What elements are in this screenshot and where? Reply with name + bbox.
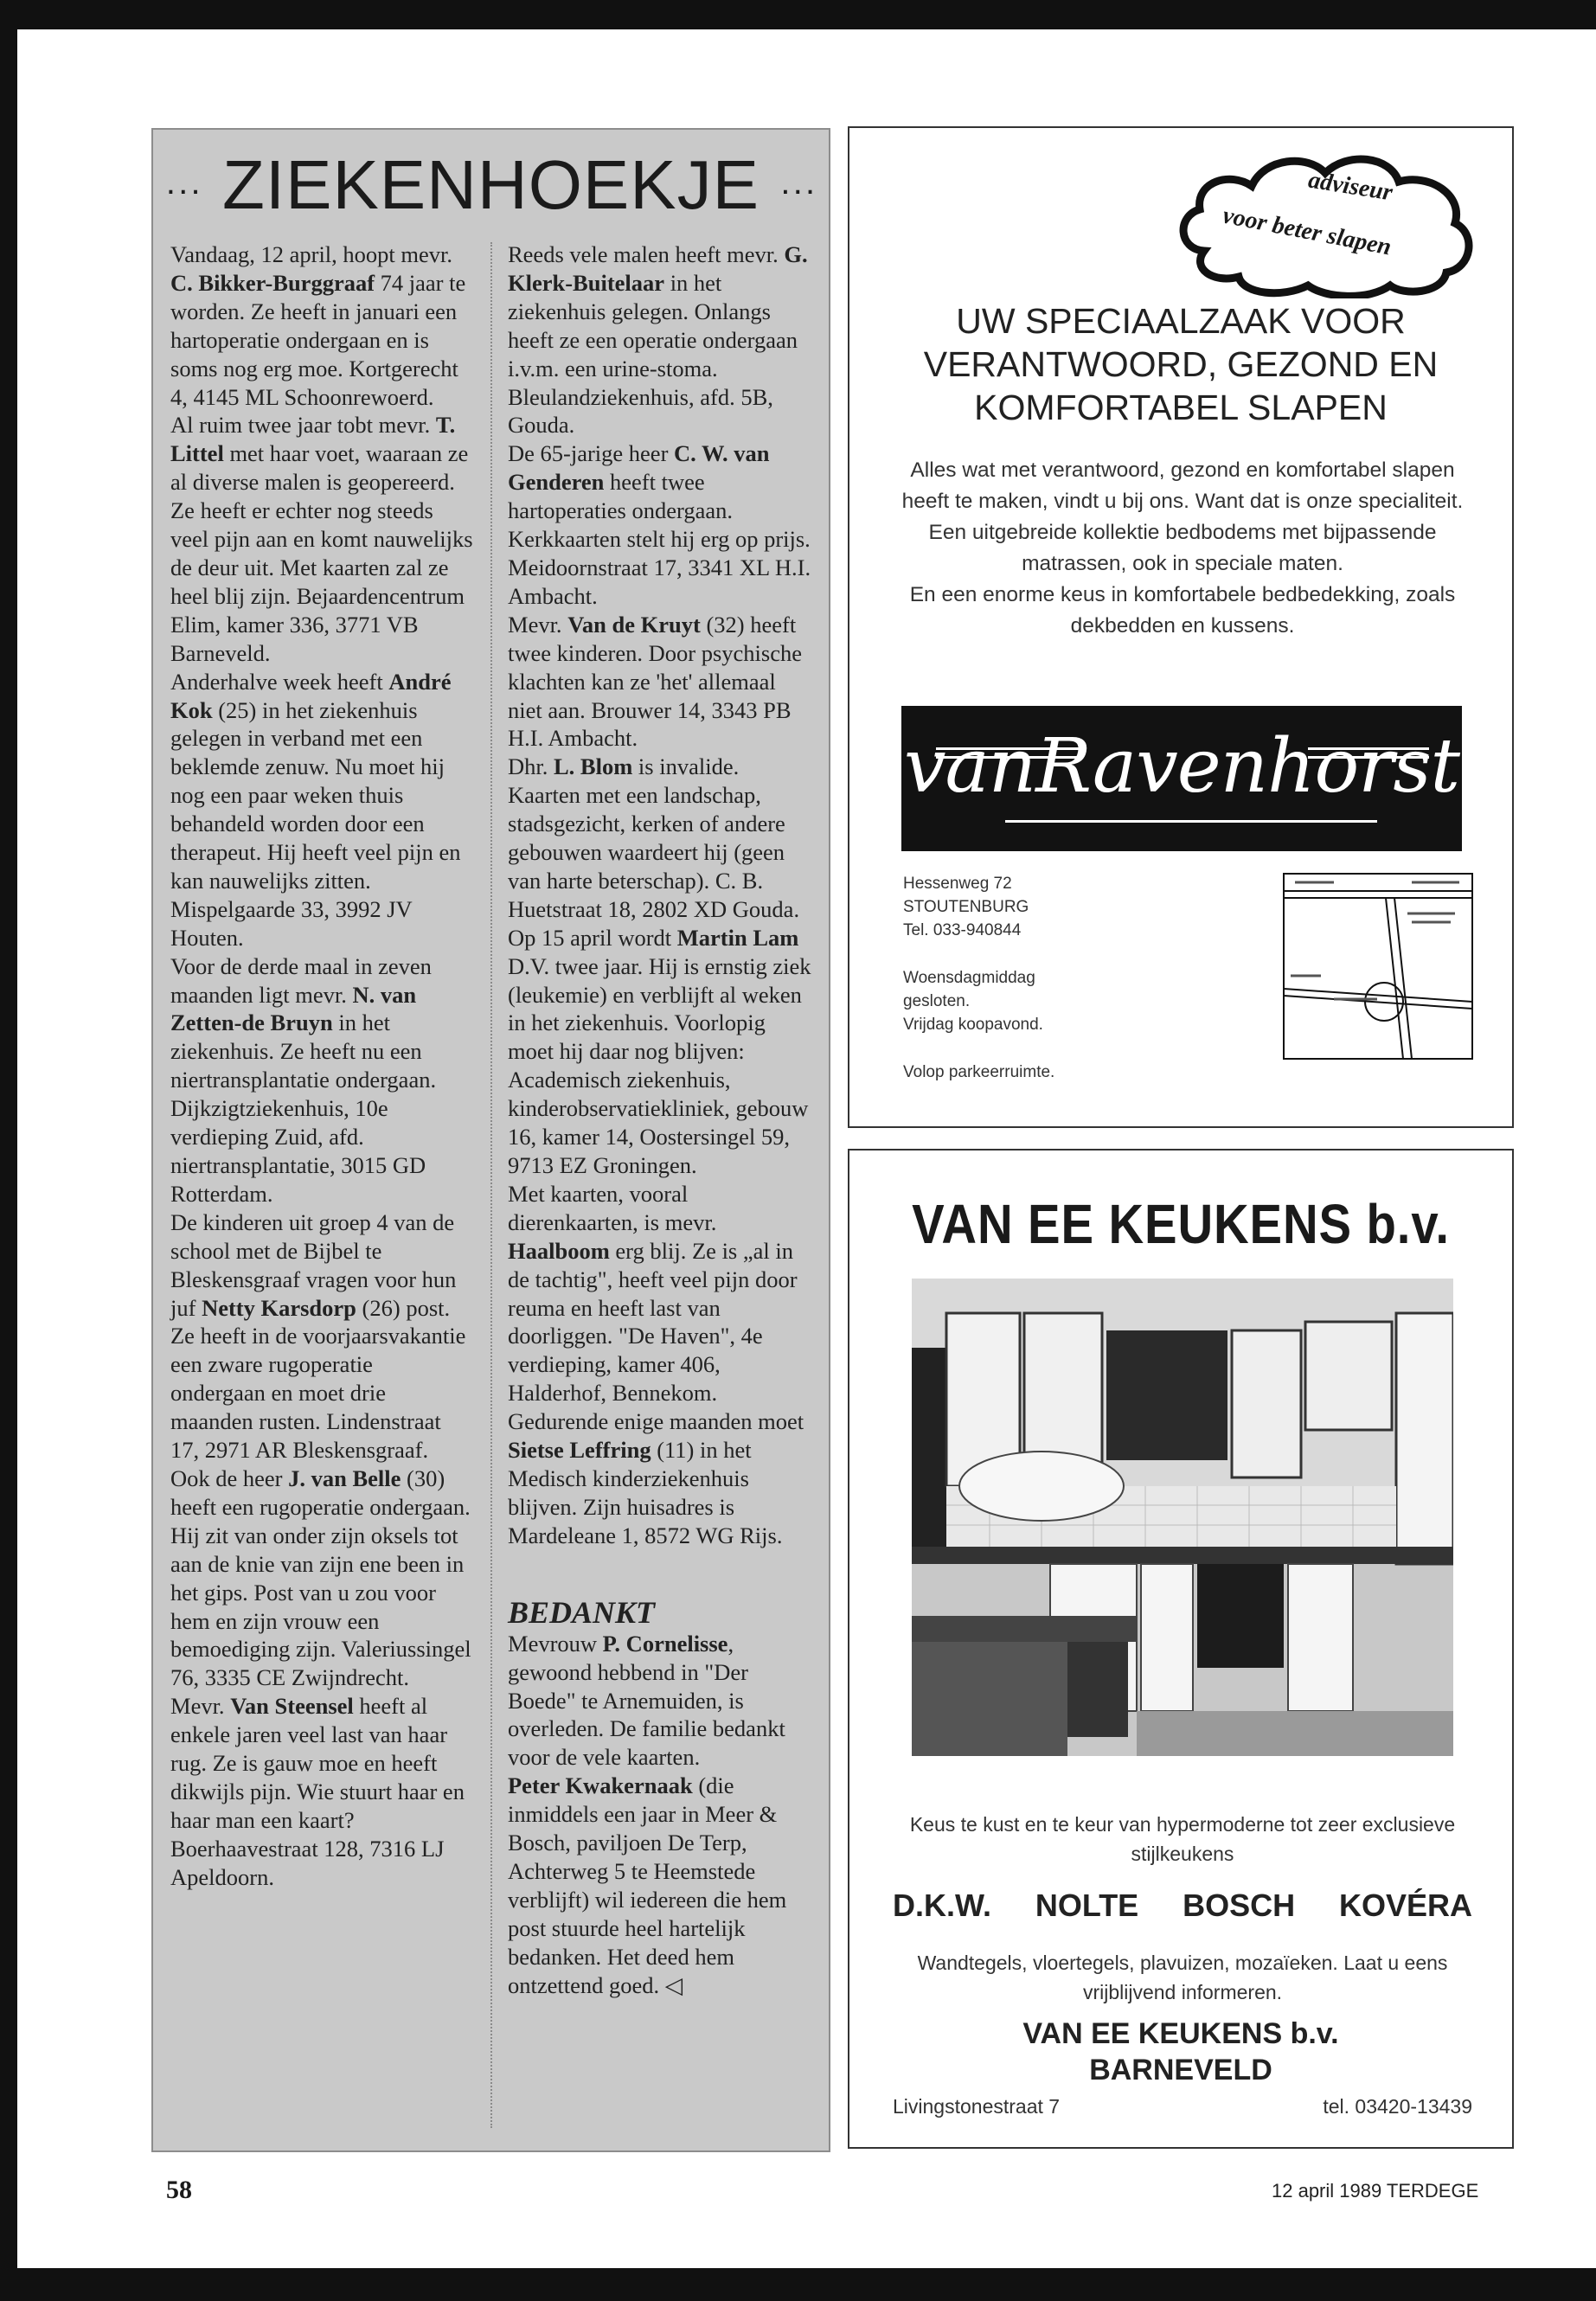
notice-paragraph: Dhr. L. Blom is invalide. Kaarten met een landschap, stadsgezicht, kerken of andere gebouwen waardeert hij (geen van harte beterschap). C. B. Huetstraat 18, 2802 XD Gouda. (508, 753, 800, 922)
bedankt-heading: BEDANKT (508, 1594, 656, 1630)
van-ee-keukens-advertisement (848, 1149, 1514, 2149)
van-ee-phone: tel. 03420-13439 (1323, 2095, 1472, 2118)
brand-list (893, 1888, 1472, 1924)
ravenhorst-logo: vanRavenhorst (901, 706, 1462, 851)
left-text-column (170, 240, 473, 1892)
notice-paragraph: De kinderen uit groep 4 van de school met de Bijbel te Bleskensgraaf vragen voor hun juf Netty Karsdorp (26) post. Ze heeft in de voorjaarsvakantie een zware rugoperatie ondergaan en moet drie maanden rusten. Lindenstraat 17, 2971 AR Bleskensgraaf. (170, 1208, 466, 1464)
van-ee-contact (893, 2095, 1472, 2118)
location-map (1282, 872, 1474, 1061)
van-ee-tiles-text: Wandtegels, vloertegels, plavuizen, mozaïeken. Laat u eens vrijblijvend informeren. (917, 1952, 1448, 2003)
notice-paragraph: Anderhalve week heeft André Kok (25) in het ziekenhuis gelegen in verband met een beklemde zenuw. Nu moet hij nog een paar weken thuis behandeld worden door een therapeut. Hij heeft veel pijn en kan nauwelijks zitten. Mispelgaarde 33, 3992 JV Houten. (170, 668, 461, 951)
notice-paragraph: Vandaag, 12 april, hoopt mevr. C. Bikker-Burggraaf 74 jaar te worden. Ze heeft in januari een hartoperatie ondergaan en is soms nog erg moe. Kortgerecht 4, 4145 ML Schoonrewoerd. (170, 241, 466, 410)
person-name: Martin Lam (676, 924, 799, 951)
brand-item: D.K.W. (893, 1888, 991, 1923)
ravenhorst-headline: UW SPECIAALZAAK VOOR VERANTWOORD, GEZOND EN KOMFORTABEL SLAPEN (923, 301, 1439, 427)
brand-item: NOLTE (1035, 1888, 1139, 1923)
notice-paragraph: Reeds vele malen heeft mevr. G. Klerk-Buitelaar in het ziekenhuis gelegen. Onlangs heeft ze een operatie ondergaan i.v.m. een urine-stoma. Bleulandziekenhuis, afd. 5B, Gouda. (508, 241, 808, 439)
notice-paragraph: Ook de heer J. van Belle (30) heeft een rugoperatie ondergaan. Hij zit van onder zijn oksels tot aan de knie van zijn ene been in het gips. Post van u zou voor hem en zijn vrouw een bemoediging zijn. Valeriussingel 76, 3335 CE Zwijndrecht. (170, 1465, 471, 1691)
scan-border-top (0, 0, 1596, 29)
cloud-badge (1170, 147, 1481, 298)
notice-paragraph: Op 15 april wordt Martin Lam D.V. twee jaar. Hij is ernstig ziek (leukemie) en verblijft al weken in het ziekenhuis. Voorlopig moet hij daar nog blijven: Academisch ziekenhuis, kinderobservatiekliniek, gebouw 16, kamer 14, Oostersingel 59, 9713 EZ Groningen. (508, 924, 811, 1178)
ravenhorst-address: Hessenweg 72 STOUTENBURG Tel. 033-940844 Woensdagmiddag gesloten. Vrijdag koopavond. Volop parkeerruimte. (903, 875, 1055, 1081)
person-name: Haalboom (508, 1237, 610, 1264)
person-name: Van de Kruyt (567, 611, 701, 638)
person-name: Van Steensel (230, 1693, 354, 1720)
person-name: Peter Kwakernaak (508, 1772, 693, 1799)
person-name: C. W. van Genderen (508, 440, 770, 496)
van-ee-tagline: Keus te kust en te keur van hypermoderne tot zeer exclusieve stijlkeukens (909, 1813, 1456, 1865)
scan-border-left (0, 0, 17, 2301)
notice-paragraph: Peter Kwakernaak (die inmiddels een jaar in Meer & Bosch, paviljoen De Terp, Achterweg 5 te Heemstede verblijft) wil iedereen die hem post stuurde heel hartelijk bedanken. Het deed hem ontzettend goed. ◁ (508, 1772, 787, 1998)
right-text-column (508, 240, 815, 1999)
column-title: ··· ZIEKENHOEKJE ··· (164, 146, 817, 223)
person-name: Netty Karsdorp (202, 1294, 356, 1321)
van-ee-street: Livingstonestraat 7 (893, 2095, 1061, 2118)
person-name: P. Cornelisse (602, 1630, 728, 1657)
column-divider (490, 242, 493, 2128)
notice-paragraph: Mevrouw P. Cornelisse, gewoond hebbend in "Der Boede" te Arnemuiden, is overleden. De familie bedankt voor de vele kaarten. (508, 1630, 785, 1771)
ravenhorst-body: Alles wat met verantwoord, gezond en komfortabel slapen heeft te maken, vindt u bij ons. Want dat is onze specialiteit. Een uitgebreide kollektie bedbodems met bijpassende matrassen, ook in speciale maten. En een enorme keus in komfortabele bedbedekking, zoals dekbedden en kussens. (901, 458, 1464, 638)
notice-paragraph: Voor de derde maal in zeven maanden ligt mevr. N. van Zetten-de Bruyn in het ziekenhuis. Ze heeft nu een niertransplantatie ondergaan. Dijkzigtziekenhuis, 10e verdieping Zuid, afd. niertransplantatie, 3015 GD Rotterdam. (170, 952, 437, 1207)
brand-item: KOVÉRA (1338, 1888, 1472, 1923)
person-name: T. Littel (170, 412, 456, 467)
person-name: N. van Zetten-de Bruyn (170, 981, 417, 1036)
van-ee-title: VAN EE KEUKENS b.v. (912, 1193, 1450, 1255)
person-name: J. van Belle (288, 1465, 401, 1491)
notice-paragraph: Mevr. Van de Kruyt (32) heeft twee kinderen. Door psychische klachten kan ze 'het' allemaal niet aan. Brouwer 14, 3343 PB H.I. Ambacht. (508, 611, 802, 752)
kitchen-photo (912, 1279, 1453, 1756)
ravenhorst-advertisement (848, 126, 1514, 1128)
notice-paragraph: Al ruim twee jaar tobt mevr. T. Littel met haar voet, waaraan ze al diverse malen is geopereerd. Ze heeft er echter nog steeds veel pijn aan en komt nauwelijks de deur uit. Met kaarten zal ze heel blij zijn. Bejaardencentrum Elim, kamer 336, 3771 VB Barneveld. (170, 412, 473, 666)
notice-paragraph: Mevr. Van Steensel heeft al enkele jaren veel last van haar rug. Ze is gauw moe en heeft dikwijls pijn. Wie stuurt haar en haar man een kaart? Boerhaavestraat 128, 7316 LJ Apeldoorn. (170, 1693, 465, 1890)
brand-item: BOSCH (1183, 1888, 1296, 1923)
person-name: C. Bikker-Burggraaf (170, 269, 375, 296)
issue-date: 12 april 1989 TERDEGE (1272, 2180, 1479, 2202)
notice-paragraph: Gedurende enige maanden moet Sietse Leffring (11) in het Medisch kinderziekenhuis blijven. Zijn huisadres is Mardeleane 1, 8572 WG Rijs. (508, 1408, 804, 1548)
ziekenhoekje-column (151, 128, 830, 2152)
cloud-line-2: voor beter slapen (1220, 202, 1394, 261)
page-number: 58 (166, 2176, 192, 2204)
person-name: Sietse Leffring (508, 1437, 651, 1464)
notice-paragraph: De 65-jarige heer C. W. van Genderen heeft twee hartoperaties ondergaan. Kerkkaarten stelt hij erg op prijs. Meidoornstraat 17, 3341 XL H.I. Ambacht. (508, 440, 811, 609)
cloud-line-1: adviseur (1306, 166, 1394, 207)
person-name: André Kok (170, 668, 452, 723)
scan-border-bottom (0, 2268, 1596, 2301)
person-name: G. Klerk-Buitelaar (508, 241, 808, 296)
person-name: L. Blom (554, 753, 633, 780)
notice-paragraph: Met kaarten, vooral dierenkaarten, is mevr. Haalboom erg blij. Ze is „al in de tachtig", heeft veel pijn door reuma en heeft last van doorliggen. "De Haven", 4e verdieping, kamer 406, Halderhof, Bennekom. (508, 1180, 798, 1407)
van-ee-company: VAN EE KEUKENS b.v. BARNEVELD (1022, 2017, 1339, 2086)
